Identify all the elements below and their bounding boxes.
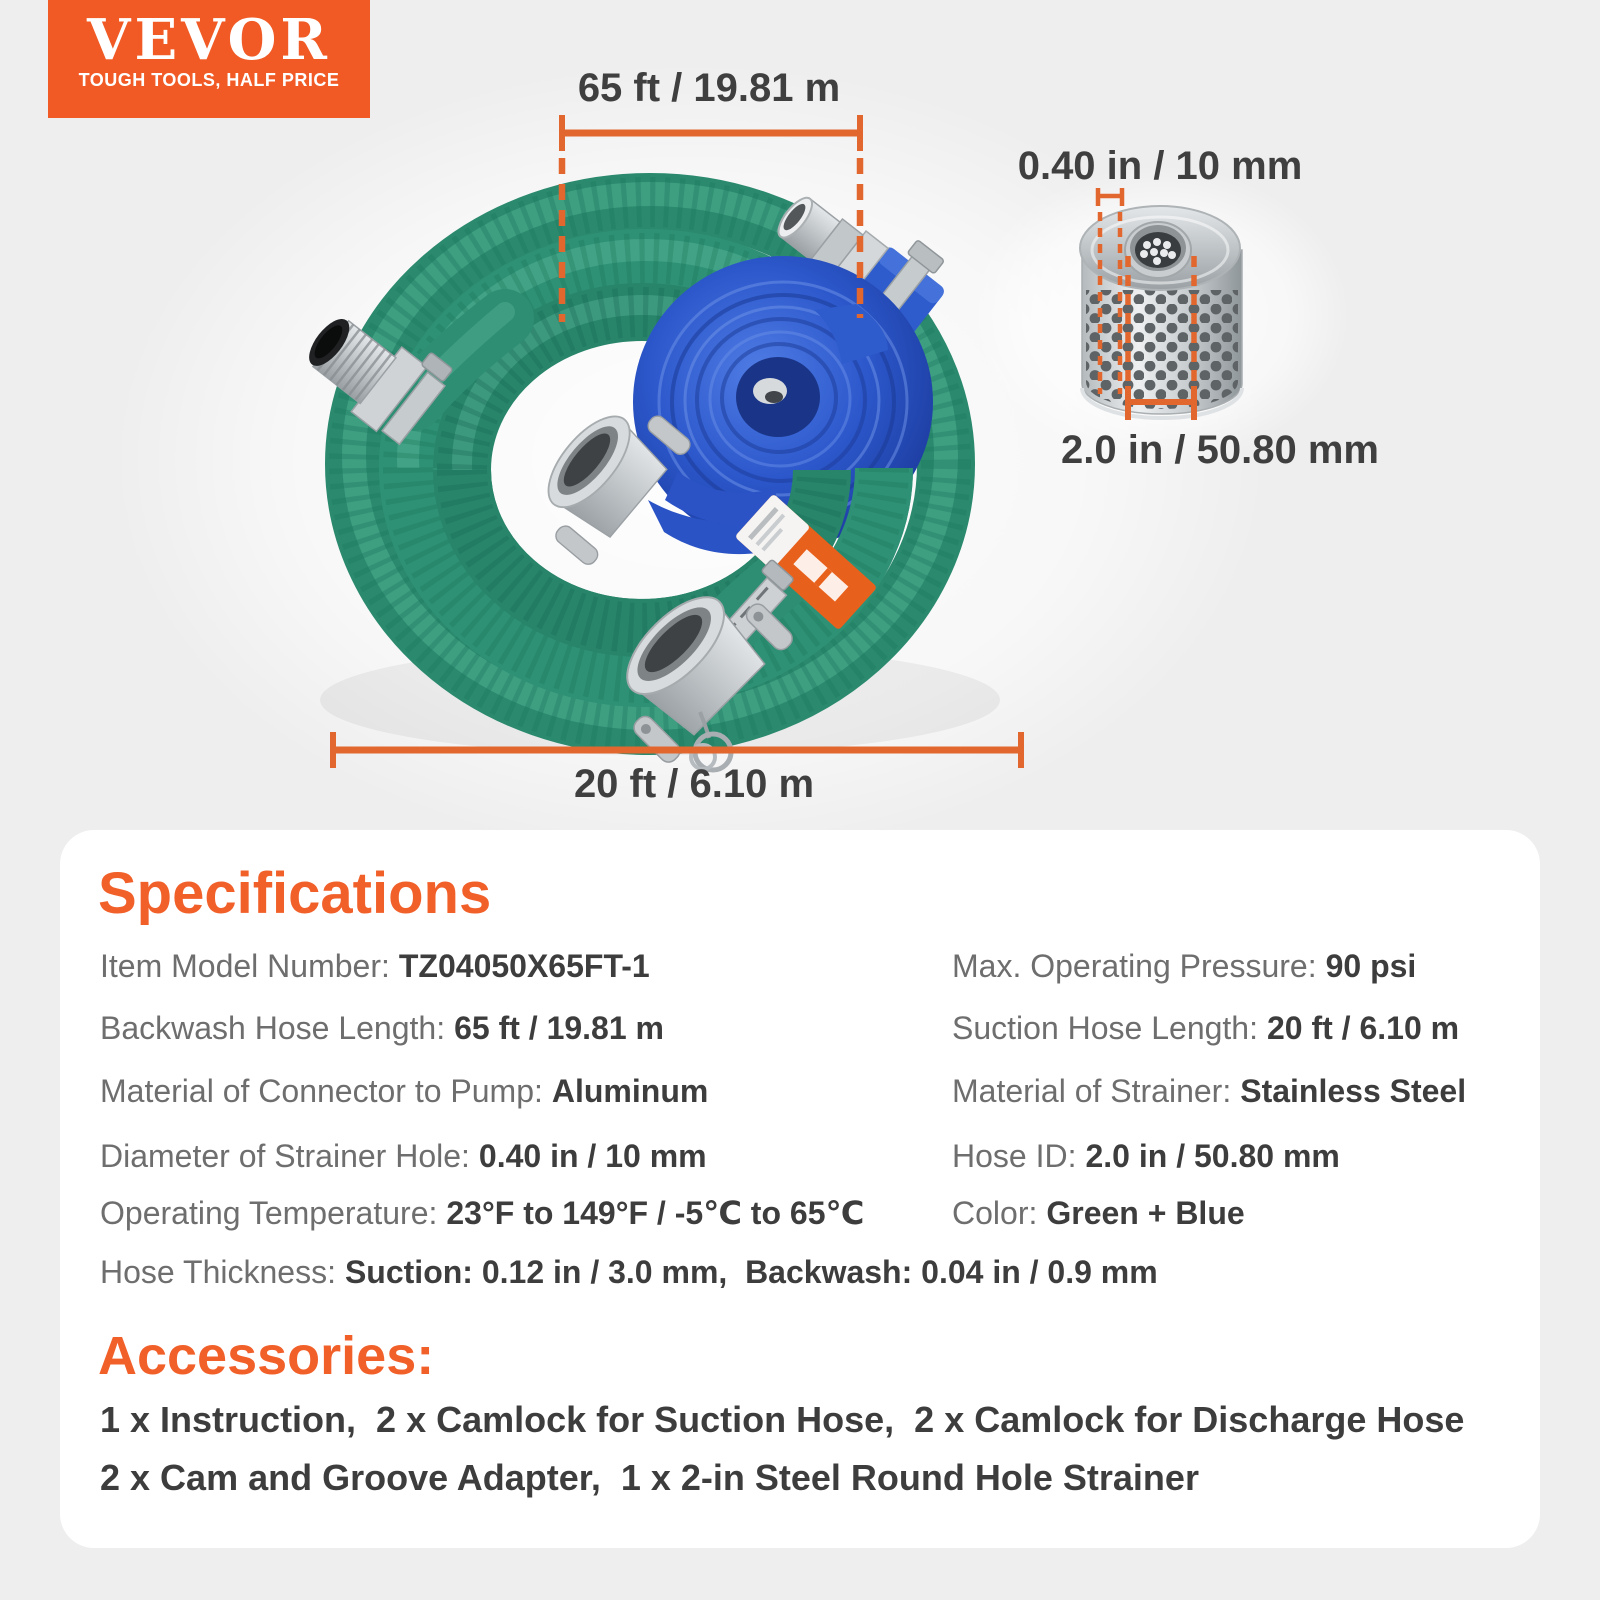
spec-label: Backwash Hose Length:	[100, 1010, 446, 1046]
spec-row-strainer-hole	[100, 1136, 707, 1176]
spec-label: Color:	[952, 1195, 1038, 1231]
backwash-length-annotation: 65 ft / 19.81 m	[577, 66, 841, 110]
spec-value: 65 ft / 19.81 m	[454, 1010, 664, 1046]
spec-label: Diameter of Strainer Hole:	[100, 1138, 470, 1174]
spec-value: 20 ft / 6.10 m	[1266, 1010, 1460, 1046]
strainer-hole-annotation: 0.40 in / 10 mm	[1017, 144, 1303, 188]
spec-value: 90 psi	[1325, 948, 1417, 984]
spec-label: Material of Connector to Pump:	[100, 1073, 543, 1109]
spec-value: TZ04050X65FT-1	[398, 948, 650, 984]
spec-value: Suction: 0.12 in / 3.0 mm, Backwash: 0.04 in / 0.9 mm	[344, 1254, 1158, 1290]
spec-label: Hose ID:	[952, 1138, 1077, 1174]
spec-row-item-model	[100, 946, 650, 986]
vevor-logo	[48, 0, 370, 118]
spec-label: Item Model Number:	[100, 948, 390, 984]
spec-row-backwash-length	[100, 1008, 664, 1048]
accessories-line-1: 1 x Instruction, 2 x Camlock for Suction Hose, 2 x Camlock for Discharge Hose	[100, 1399, 1465, 1440]
steel-strainer	[1080, 206, 1242, 418]
spec-row-max-pressure	[952, 946, 1416, 986]
spec-row-connector-material	[100, 1071, 708, 1111]
spec-row-strainer-material	[952, 1071, 1466, 1111]
spec-row-color	[952, 1193, 1245, 1233]
spec-value: 23°F to 149°F / -5℃ to 65℃	[446, 1195, 865, 1231]
spec-value: Aluminum	[551, 1073, 709, 1109]
spec-value: Green + Blue	[1046, 1195, 1245, 1231]
brand-name: VEVOR	[87, 7, 331, 73]
specifications-title: Specifications	[98, 861, 492, 926]
accessories-title: Accessories:	[98, 1326, 435, 1386]
spec-value: 2.0 in / 50.80 mm	[1085, 1138, 1340, 1174]
spec-value: Stainless Steel	[1240, 1073, 1467, 1109]
spec-label: Max. Operating Pressure:	[952, 948, 1317, 984]
spec-row-suction-length	[952, 1008, 1459, 1048]
suction-length-annotation: 20 ft / 6.10 m	[573, 762, 815, 806]
spec-label: Hose Thickness:	[100, 1254, 336, 1290]
spec-value: 0.40 in / 10 mm	[478, 1138, 707, 1174]
spec-row-hose-thickness	[100, 1252, 1158, 1292]
accessories-line-2: 2 x Cam and Groove Adapter, 1 x 2-in Steel Round Hole Strainer	[100, 1457, 1199, 1498]
spec-label: Operating Temperature:	[100, 1195, 438, 1231]
hose-id-annotation: 2.0 in / 50.80 mm	[1061, 428, 1379, 472]
brand-tagline: TOUGH TOOLS, HALF PRICE	[78, 70, 340, 90]
spec-label: Material of Strainer:	[952, 1073, 1232, 1109]
spec-row-operating-temperature	[100, 1193, 864, 1233]
spec-label: Suction Hose Length:	[952, 1010, 1258, 1046]
spec-row-hose-id	[952, 1136, 1340, 1176]
